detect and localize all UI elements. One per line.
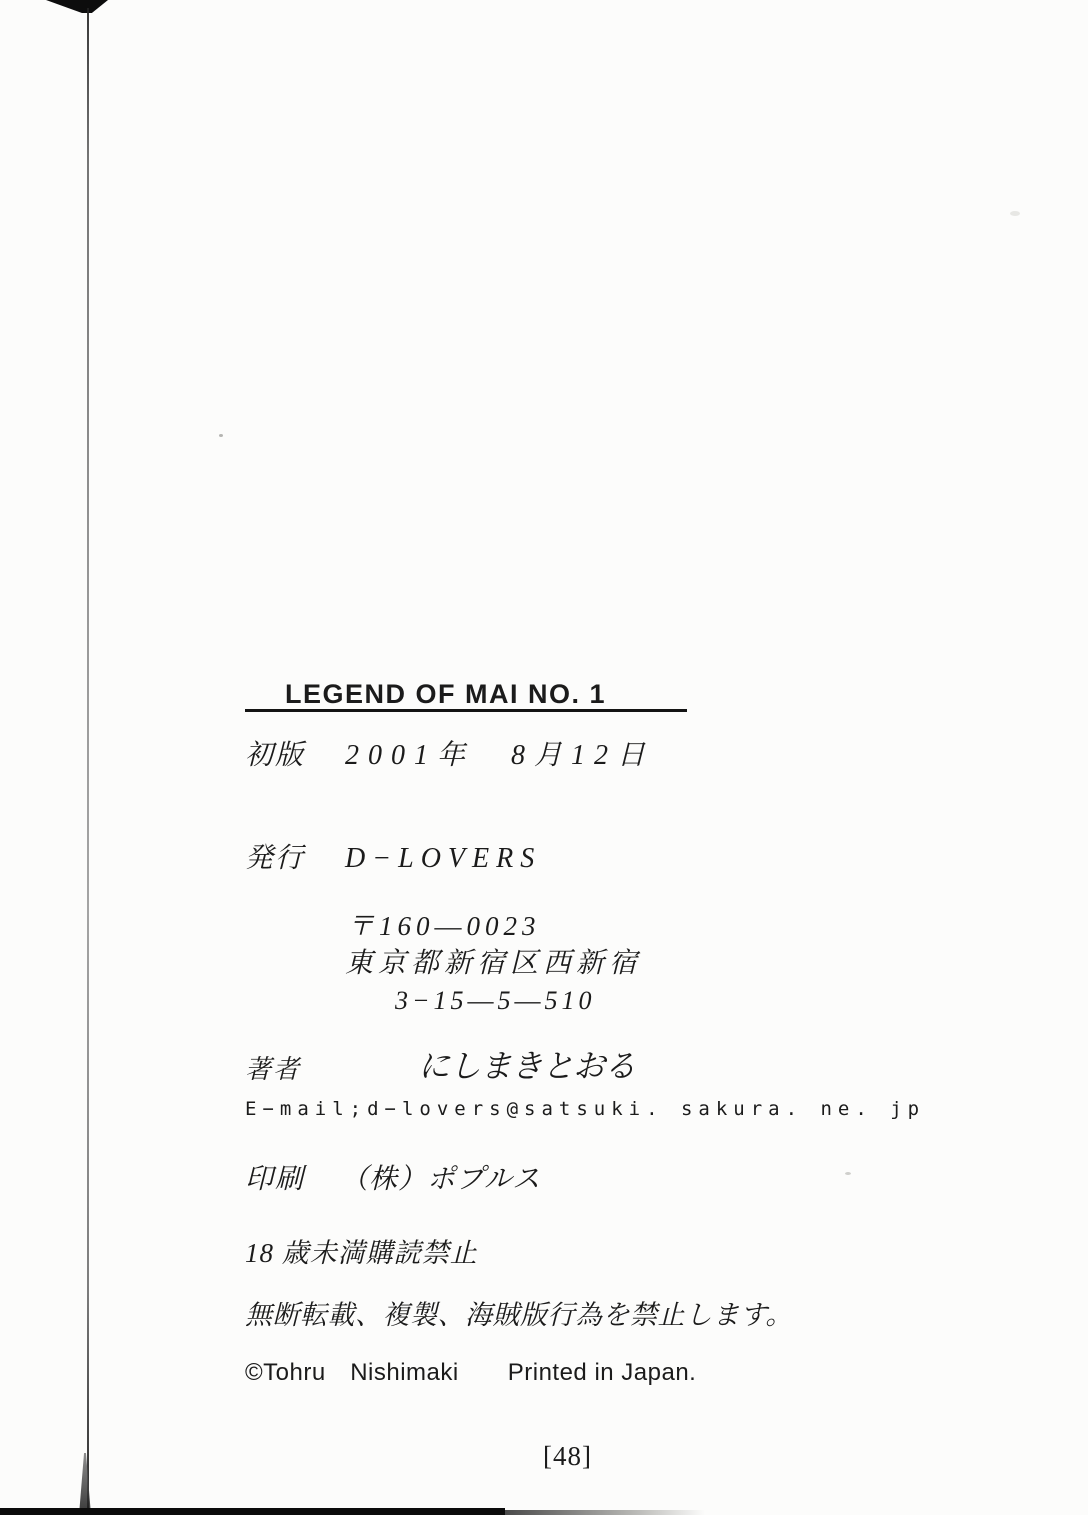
postal-code: 〒160―0023 [347,911,541,941]
copyright-credit: ©Tohru Nishimaki Printed in Japan. [245,1359,697,1386]
scan-speck [219,434,223,437]
scan-speck [845,1172,851,1175]
scan-gutter-line [87,8,89,1515]
publisher-name: D−LOVERS [345,843,542,874]
scan-speck [1010,211,1020,216]
author-label: 著者 [245,1055,302,1084]
printer-row [245,1166,541,1194]
title-underline [245,709,687,712]
address-line1: 東京都新宿区西新宿 [345,948,643,979]
piracy-notice: 無断転載、複製、海賊版行為を禁止します。 [245,1300,793,1330]
publisher-row [245,845,541,873]
scan-gutter-bottom-wedge [79,1453,91,1515]
scan-corner-wedge [46,0,108,13]
printer-name: （株）ポプルス [340,1164,542,1195]
age-restriction-notice: 18 歳未満購読禁止 [245,1238,478,1268]
address-line2: 3−15―5―510 [395,986,596,1015]
edition-row [245,742,654,770]
scan-bottom-bar-fade [505,1510,705,1515]
book-title: LEGEND OF MAI NO. 1 [285,679,607,709]
author-email: E−mail;d−lovers@satsuki. sakura. ne. jp [245,1098,926,1120]
edition-label: 初版 [245,740,306,771]
author-name: にしまきとおる [418,1048,636,1084]
edition-date: 2001年 8月12日 [345,740,655,771]
printer-label: 印刷 [245,1164,306,1195]
publisher-label: 発行 [245,843,306,874]
page-number: [48] [543,1441,592,1471]
scan-bottom-bar [0,1508,505,1515]
